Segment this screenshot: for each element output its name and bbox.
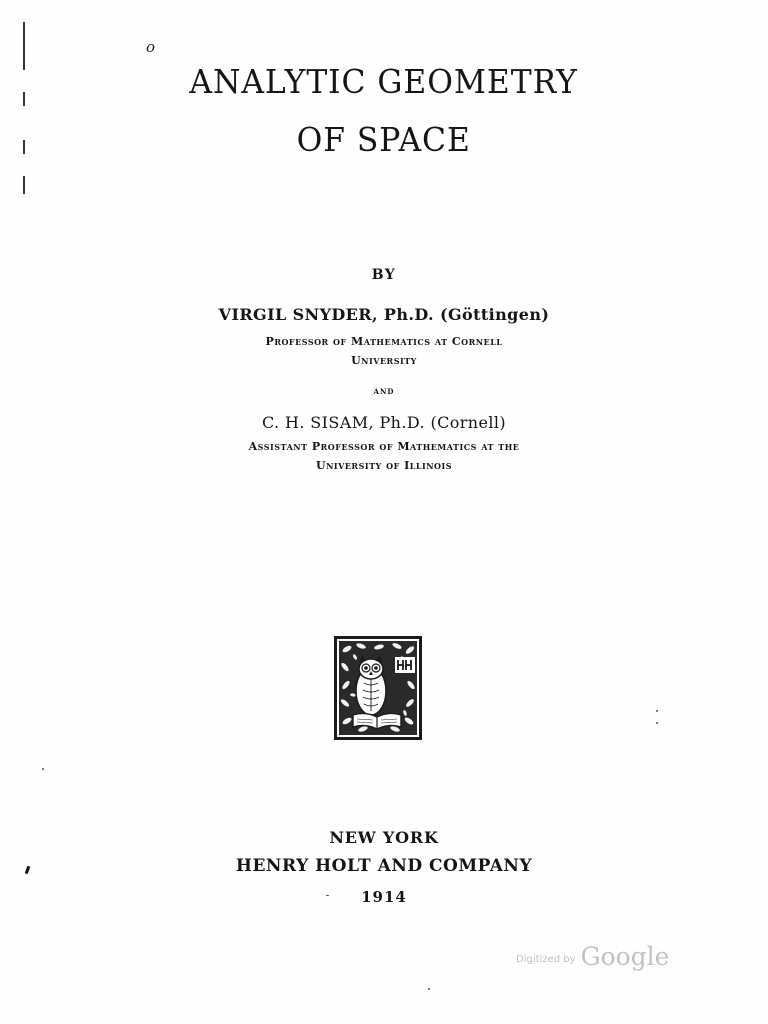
- margin-mark: o: [146, 38, 156, 56]
- conjunction: and: [373, 386, 395, 397]
- watermark-brand: Google: [580, 942, 670, 971]
- author-1-name: VIRGIL SNYDER, Ph.D. (Göttingen): [218, 305, 550, 324]
- author-1-role-line-1: Professor of Mathematics at Cornell: [265, 335, 503, 348]
- scan-speck: [656, 722, 658, 724]
- imprint-publisher: HENRY HOLT AND COMPANY: [235, 856, 533, 876]
- imprint-place: NEW YORK: [329, 828, 439, 847]
- watermark-prefix: Digitized by: [516, 954, 576, 965]
- author-1-role-line-2: University: [351, 354, 417, 367]
- scan-edge-line: [23, 176, 25, 194]
- author-2-role-line-1: Assistant Professor of Mathematics at the: [248, 440, 520, 453]
- scan-speck: [42, 768, 44, 770]
- scan-speck: [656, 710, 658, 712]
- digitized-by-watermark: [516, 942, 669, 971]
- byline: BY: [371, 267, 397, 283]
- title-line-2: OF SPACE: [296, 120, 471, 159]
- imprint-year: 1914: [361, 888, 407, 906]
- title-line-1: ANALYTIC GEOMETRY: [189, 62, 578, 101]
- scan-speck: [428, 988, 430, 990]
- owl-publisher-device-icon: [333, 635, 423, 741]
- author-2-role-line-2: University of Illinois: [315, 459, 453, 472]
- author-2-name: C. H. SISAM, Ph.D. (Cornell): [261, 413, 507, 432]
